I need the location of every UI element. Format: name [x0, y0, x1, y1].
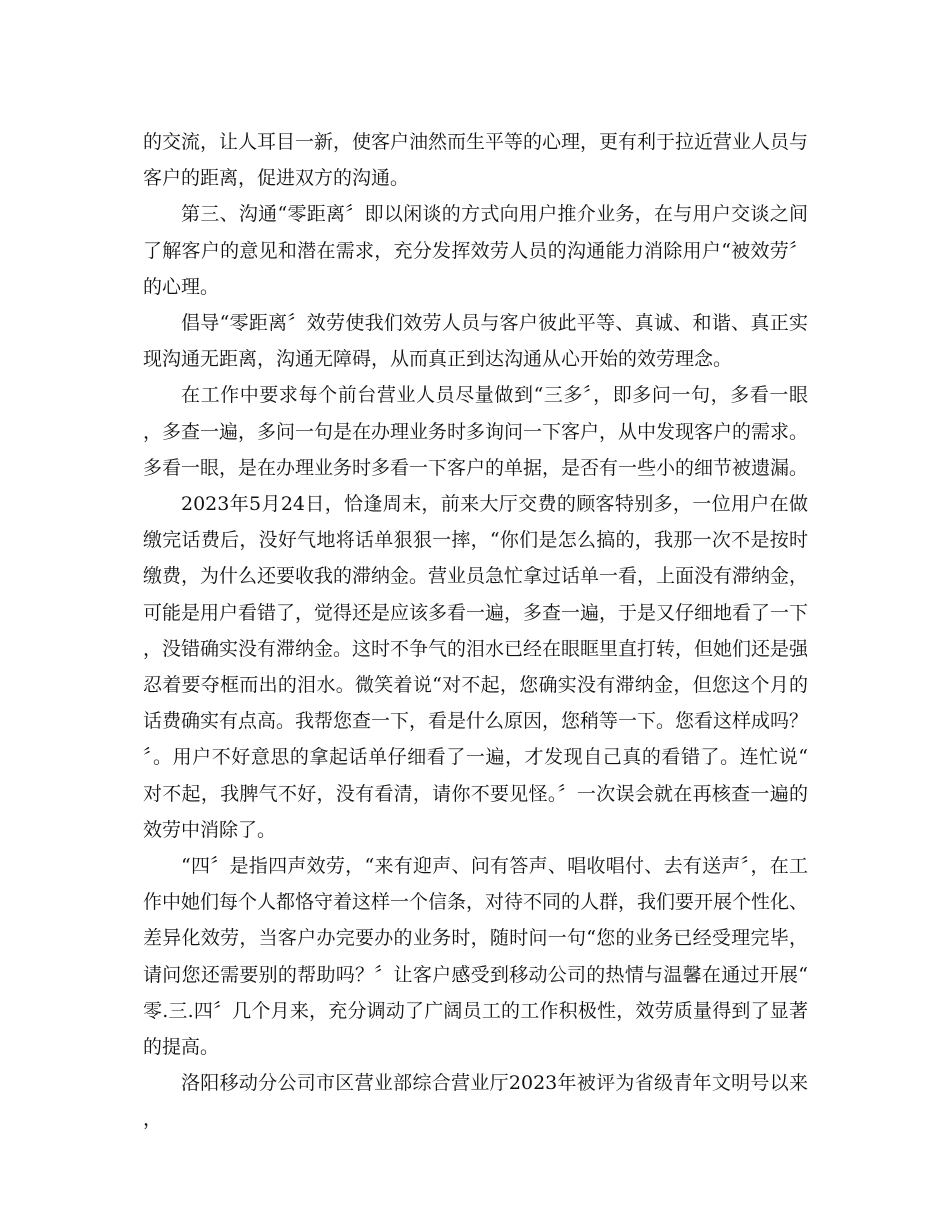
- paragraph-5: 2023年5月24日，恰逢周末，前来大厅交费的顾客特别多，一位用户在做缴完话费后，没好气地将话单狠狠一摔，“你们是怎么搞的，我那一次不是按时缴费，为什么还要收我的滞纳金。营业员急忙拿过话单一看，上面没有滞纳金，可能是用户看错了，觉得还是应该多看一遍，多查一遍，于是又仔细地看了一下，没错确实没有滞纳金。这时不争气的泪水已经在眼眶里直打转，但她们还是强忍着要夺框而出的泪水。微笑着说“对不起，您确实没有滞纳金，但您这个月的话费确实有点高。我帮您查一下，看是什么原因，您稍等一下。您看这样成吗？〞。用户不好意思的拿起话单仔细看了一遍，才发现自己真的看错了。连忙说“对不起，我脾气不好，没有看清，请你不要见怪。〞一次误会就在再核查一遍的效劳中消除了。: [143, 493, 809, 841]
- paragraph-6: “四〞是指四声效劳，“来有迎声、问有答声、唱收唱付、去有送声〞，在工作中她们每个人都恪守着这样一个信条，对待不同的人群，我们要开展个性化、差异化效劳，当客户办完要办的业务时，随时问一句“您的业务已经受理完毕，请问您还需要别的帮助吗？〞让客户感受到移动公司的热情与温馨在通过开展“零.三.四〞几个月来，充分调动了广阔员工的工作积极性，效劳质量得到了显著的提高。: [143, 855, 809, 1059]
- paragraph-2: 第三、沟通“零距离〞即以闲谈的方式向用户推介业务，在与用户交谈之间了解客户的意见和潜在需求，充分发挥效劳人员的沟通能力消除用户“被效劳〞的心理。: [143, 203, 808, 298]
- paragraph-4: 在工作中要求每个前台营业人员尽量做到“三多〞，即多问一句，多看一眼，多查一遍，多问一句是在办理业务时多询问一下客户，从中发现客户的需求。多看一眼，是在办理业务时多看一下客户的单据，是否有一些小的细节被遗漏。: [143, 384, 809, 479]
- paragraph-7: 洛阳移动分公司市区营业部综合营业厅2023年被评为省级青年文明号以来，: [143, 1072, 808, 1131]
- paragraph-3: 倡导“零距离〞效劳使我们效劳人员与客户彼此平等、真诚、和谐、真正实现沟通无距离，沟通无障碍，从而真正到达沟通从心开始的效劳理念。: [143, 312, 808, 371]
- paragraph-1: 的交流，让人耳目一新，使客户油然而生平等的心理，更有利于拉近营业人员与客户的距离，促进双方的沟通。: [143, 131, 809, 190]
- document-body: [143, 124, 808, 1138]
